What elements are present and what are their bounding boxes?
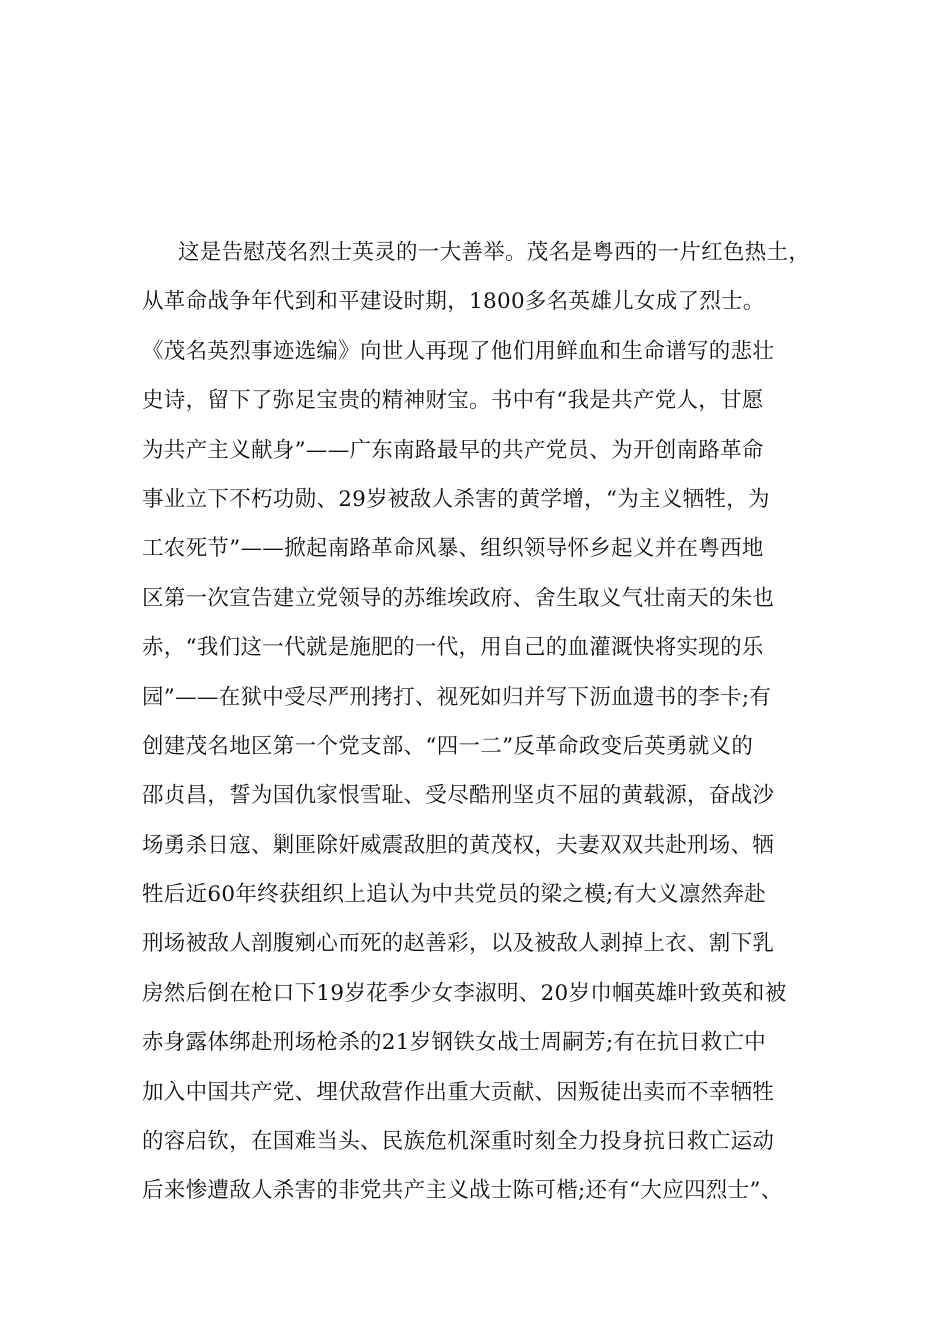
- text-line: 刑场被敌人剖腹剜心而死的赵善彩，以及被敌人剥掉上衣、割下乳: [142, 931, 775, 957]
- text-line: 区第一次宣告建立党领导的苏维埃政府、舍生取义气壮南天的朱也: [142, 585, 775, 611]
- text-line: 《茂名英烈事迹选编》向世人再现了他们用鲜血和生命谱写的悲壮: [142, 338, 775, 364]
- text-line: 事业立下不朽功勋、29岁被敌人杀害的黄学增，“为主义牺牲，为: [142, 486, 770, 512]
- text-line: 邵贞昌，誓为国仇家恨雪耻、受尽酷刑坚贞不屈的黄载源，奋战沙: [142, 783, 775, 809]
- body-paragraph: [142, 228, 842, 1216]
- text-line: 场勇杀日寇、剿匪除奸威震敌胆的黄茂权，夫妻双双共赴刑场、牺: [142, 832, 775, 858]
- text-line: 创建茂名地区第一个党支部、“四一二”反革命政变后英勇就义的: [142, 733, 754, 759]
- text-line: 从革命战争年代到和平建设时期，1800多名英雄儿女成了烈士。: [142, 289, 765, 315]
- text-line: 加入中国共产党、埋伏敌营作出重大贡献、因叛徒出卖而不幸牺牲: [142, 1079, 775, 1105]
- text-line: 园”——在狱中受尽严刑拷打、视死如归并写下沥血遗书的李卡;有: [142, 684, 772, 710]
- text-line: 赤，“我们这一代就是施肥的一代，用自己的血灌溉快将实现的乐: [142, 635, 764, 661]
- text-line: 这是告慰茂名烈士英灵的一大善举。茂名是粤西的一片红色热土，: [178, 240, 811, 265]
- text-line: 房然后倒在枪口下19岁花季少女李淑明、20岁巾帼英雄叶致英和被: [142, 980, 787, 1006]
- text-line: 为共产主义献身”——广东南路最早的共产党员、为开创南路革命: [142, 437, 764, 463]
- text-line: 的容启钦，在国难当头、民族危机深重时刻全力投身抗日救亡运动: [142, 1129, 775, 1155]
- text-line: 牲后近60年终获组织上追认为中共党员的梁之模;有大义凛然奔赴: [142, 882, 767, 908]
- text-line: 后来惨遭敌人杀害的非党共产主义战士陈可楷;还有“大应四烈士”、: [142, 1178, 783, 1204]
- text-line: 工农死节”——掀起南路革命风暴、组织领导怀乡起义并在粤西地: [142, 536, 764, 562]
- text-line: 史诗，留下了弥足宝贵的精神财宝。书中有“我是共产党人，甘愿: [142, 388, 764, 414]
- text-line: 赤身露体绑赴刑场枪杀的21岁钢铁女战士周嗣芳;有在抗日救亡中: [142, 1030, 767, 1056]
